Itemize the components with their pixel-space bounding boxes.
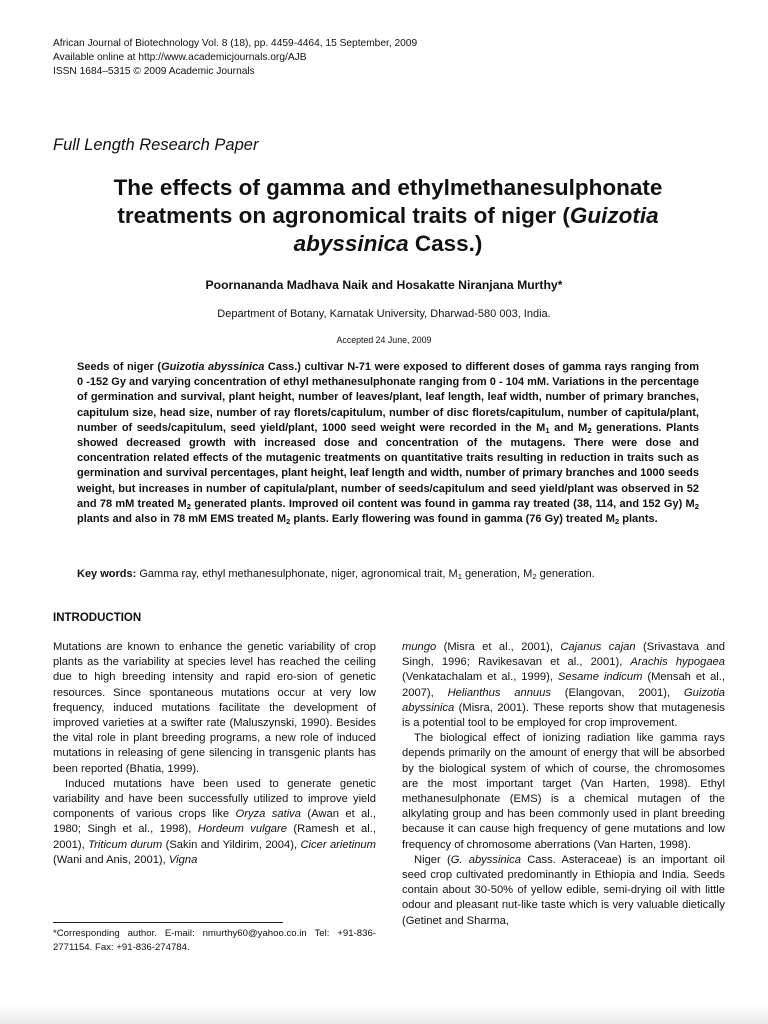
paragraph: Mutations are known to enhance the genetic variability of crop plants as the variability at species level has reached the ceiling due to high breeding intensity and rapid ero-sion of genetic resources. Since spontaneous mutations occur at very low frequency, induced mutations facilitate the development of improved varieties at a swifter rate (Maluszynski, 1990). Besides the vital role in plant breeding programs, a new role of induced mutations in releasing of gene silencing in transgenic plants has been reported (Bhatia, 1999).	[53, 641, 376, 775]
text-column-left	[53, 640, 376, 868]
accepted-date: Accepted 24 June, 2009	[336, 335, 432, 345]
keywords: Key words: Gamma ray, ethyl methanesulphonate, niger, agronomical trait, $M_1$ generation, $M_2$ generation.	[77, 568, 595, 581]
paper-title	[60, 174, 716, 258]
text-column-right	[402, 640, 725, 929]
title-text: The effects of gamma and ethylmethanesulphonate treatments on agronomical traits of niger (	[113, 175, 663, 228]
abstract: Seeds of niger (Guizotia abyssinica Cass.) cultivar N-71 were exposed to different doses of gamma rays ranging from 0 -152 Gy and varying concentration of ethyl methanesulphonate ranging from 0 - 104 mM. Variations in the percentage of germination and survival, plant height, number of leaves/plant, leaf length, leaf width, number of primary branches, capitulum size, head size, number of ray florets/capitulum, number of disc florets/capitulum, number of capitula/plant, number of seeds/capitulum, seed yield/plant, 1000 seed weight were recorded in the $M_1$ and $M_2$ generations. Plants showed decreased growth with increased dose and concentration of the mutagens. There were dose and concentration related effects of the mutagenic treatments on quantitative traits resulting in reduction in traits such as germination and survival percentages, plant height, leaf length and width, number of primary branches and 1000 seeds weight, but increases in number of capitula/plant, number of seeds/capitulum and seed yield/plant was observed in 52 and 78 mM treated $M_2$ generated plants. Improved oil content was found in gamma ray treated (38, 114, and 152 Gy) $M_2$ plants and also in 78 mM EMS treated $M_2$ plants. Early flowering was found in gamma (76 Gy) treated $M_2$ plants.	[77, 361, 700, 527]
paragraph: The biological effect of ionizing radiation like gamma rays depends primarily on the amount of energy that will be absorbed by the biological system of which of course, the chromosomes are the most important target (Van Harten, 1998). Ethyl methanesulphonate (EMS) is a chemical mutagen of the alkylating group and has been commonly used in plant breeding because it can cause high frequency of gene mutations and low frequency of chromosome aberrations (Van Harten, 1998).	[402, 732, 725, 851]
journal-issn: ISSN 1684–5315 © 2009 Academic Journals	[53, 66, 255, 77]
keywords-label: Key words:	[77, 568, 137, 580]
corresponding-author-footnote: *Corresponding author. E-mail: nmurthy60@yahoo.co.in Tel: +91-836-2771154. Fax: +91-836-274784.	[53, 928, 376, 953]
footnote-divider	[53, 922, 283, 923]
title-suffix: Cass.)	[408, 231, 483, 256]
paragraph: mungo (Misra et al., 2001), Cajanus cajan (Srivastava and Singh, 1996; Ravikesavan et al., 2001), Arachis hypogaea (Venkatachalam et al., 1999), Sesame indicum (Mensah et al., 2007), Helianthus annuus (Elangovan, 2001), Guizotia abyssinica (Misra, 2001). These reports show that mutagenesis is a potential tool to be employed for crop improvement.	[402, 641, 726, 730]
page-bottom-shade	[0, 1004, 768, 1024]
journal-masthead	[53, 37, 417, 79]
section-heading-introduction: INTRODUCTION	[53, 612, 142, 624]
paper-type: Full Length Research Paper	[53, 136, 259, 154]
affiliation: Department of Botany, Karnatak University, Dharwad-580 003, India.	[217, 308, 551, 320]
author-list: Poornananda Madhava Naik and Hosakatte Niranjana Murthy*	[205, 278, 563, 292]
journal-availability: Available online at http://www.academicjournals.org/AJB	[53, 52, 307, 63]
title-species: Guizotia abyssinica	[293, 203, 659, 256]
journal-citation: African Journal of Biotechnology Vol. 8 (18), pp. 4459-4464, 15 September, 2009	[53, 38, 418, 49]
paragraph: Niger (G. abyssinica Cass. Asteraceae) is an important oil seed crop cultivated predominantly in Ethiopia and India. Seeds contain about 30-50% of yellow edible, semi-drying oil with little odour and pleasant nut-like taste which is very valuable dietically (Getinet and Sharma,	[402, 853, 725, 927]
paragraph: Induced mutations have been used to generate genetic variability and have been successfully utilized to improve yield components of various crops like Oryza sativa (Awan et al., 1980; Singh et al., 1998), Hordeum vulgare (Ramesh et al., 2001), Triticum durum (Sakin and Yildirim, 2004), Cicer arietinum (Wani and Anis, 2001), Vigna	[53, 777, 377, 866]
